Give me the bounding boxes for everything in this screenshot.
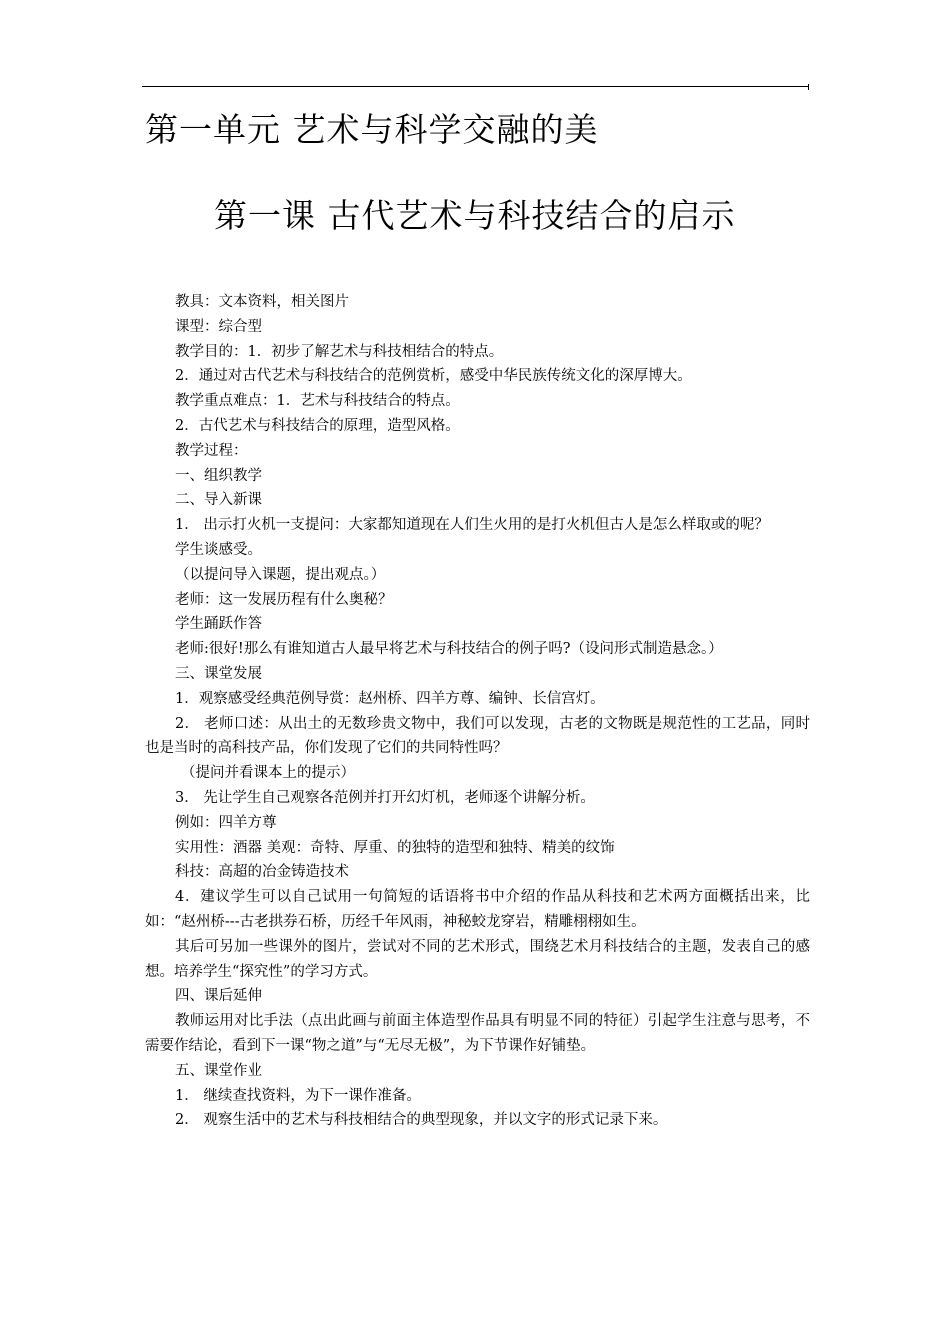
paragraph-classic-examples: 1．观察感受经典范例导赏：赵州桥、四羊方尊、编钟、长信宫灯。 — [175, 690, 605, 707]
section-heading-extension: 四、课后延伸 — [175, 988, 262, 1005]
paragraph-contrast-method: 教师运用对比手法（点出此画与前面主体造型作品具有明显不同的特征）引起学生注意与思考，不需要作结论，看到下一课“物之道”与“无尽无极”，为下节课作好铺垫。 — [145, 1013, 810, 1054]
header-rule — [142, 86, 808, 87]
paragraph-objective-1: 教学目的：1．初步了解艺术与科技相结合的特点。 — [175, 343, 504, 360]
paragraph-lighter-question: 1． 出示打火机一支提问：大家都知道现在人们生火用的是打火机但古人是怎么样取或的呢？ — [175, 517, 769, 534]
paragraph-student-answer: 学生踊跃作答 — [175, 616, 262, 633]
section-heading-organize: 一、组织教学 — [175, 467, 262, 484]
paragraph-example: 例如：四羊方尊 — [175, 814, 277, 831]
paragraph-student-feelings: 学生谈感受。 — [175, 541, 262, 558]
paragraph-homework-2: 2． 观察生活中的艺术与科技相结合的典型现象，并以文字的形式记录下来。 — [175, 1112, 668, 1129]
section-heading-development: 三、课堂发展 — [175, 665, 262, 682]
section-heading-introduction: 二、导入新课 — [175, 492, 262, 509]
paragraph-teacher-suspense: 老师:很好!那么有谁知道古人最早将艺术与科技结合的例子吗?（设问形式制造悬念。） — [175, 641, 723, 658]
paragraph-process-heading: 教学过程： — [175, 442, 248, 459]
paragraph-slide-analysis: 3． 先让学生自己观察各范例并打开幻灯机，老师逐个讲解分析。 — [175, 789, 595, 806]
unit-title: 第一单元 艺术与科学交融的美 — [145, 110, 599, 149]
lesson-title: 第一课 古代艺术与科技结合的启示 — [214, 196, 736, 235]
paragraph-teaching-aids: 教具：文本资料，相关图片 — [175, 294, 349, 310]
paragraph-key-point-2: 2．古代艺术与科技结合的原理，造型风格。 — [175, 417, 460, 434]
paragraph-textbook-hint: （提问并看课本上的提示） — [181, 765, 355, 782]
paragraph-homework-1: 1． 继续查找资料，为下一课作准备。 — [175, 1087, 421, 1104]
paragraph-objective-2: 2．通过对古代艺术与科技结合的范例赏析，感受中华民族传统文化的深厚博大。 — [175, 368, 692, 385]
lesson-plan-body — [145, 290, 810, 1133]
section-heading-homework: 五、课堂作业 — [175, 1062, 262, 1079]
paragraph-extra-pictures: 其后可另加一些课外的图片，尝试对不同的艺术形式，围绕艺术月科技结合的主题，发表自己的感想。培养学生“探究性”的学习方式。 — [145, 938, 810, 980]
paragraph-lesson-type: 课型：综合型 — [175, 318, 262, 335]
header-rule-tick — [808, 84, 809, 90]
paragraph-key-point-1: 教学重点难点：1．艺术与科技结合的特点。 — [175, 393, 460, 410]
paragraph-question-note: （以提问导入课题，提出观点。） — [175, 566, 386, 583]
paragraph-teacher-narration: 2． 老师口述：从出土的无数珍贵文物中，我们可以发现，古老的文物既是规范性的工艺品，同时也是当时的高科技产品，你们发现了它们的共同特性吗？ — [145, 715, 810, 757]
paragraph-technology: 科技：高超的冶金铸造技术 — [175, 864, 349, 881]
paragraph-summary-suggestion: 4．建议学生可以自己试用一句简短的话语将书中介绍的作品从科技和艺术两方面概括出来，比如：“赵州桥---古老拱券石桥，历经千年风雨，神秘蛟龙穿岩，精雕栩栩如生。 — [145, 889, 810, 930]
paragraph-practicality: 实用性：酒器 美观：奇特、厚重、的独特的造型和独特、精美的纹饰 — [175, 839, 615, 856]
paragraph-teacher-question: 老师：这一发展历程有什么奥秘？ — [175, 591, 393, 608]
